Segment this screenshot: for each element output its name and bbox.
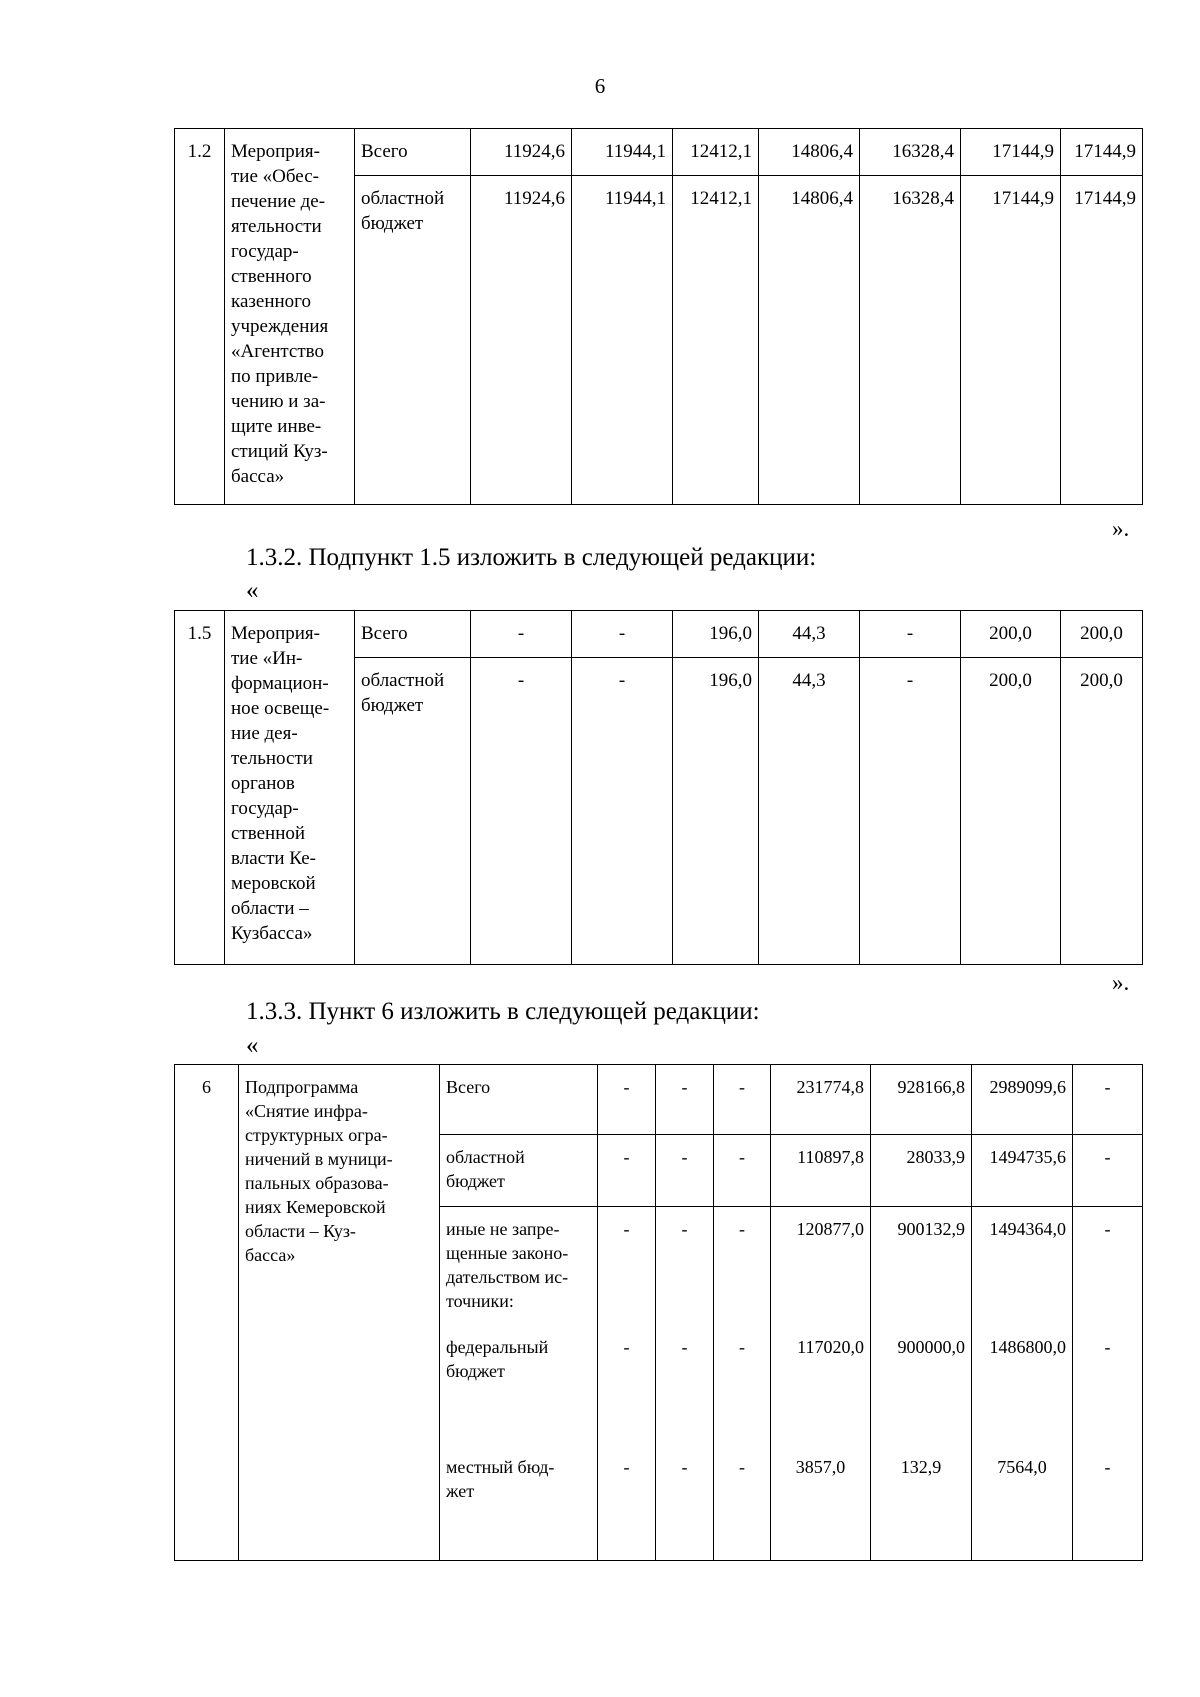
- value-cell: 17144,9: [1061, 176, 1143, 505]
- funding-source: областной бюджет: [355, 658, 471, 965]
- value-cell: 12412,1: [673, 129, 759, 176]
- value-cell: -: [572, 611, 673, 658]
- section-heading: 1.3.3. Пункт 6 изложить в следующей редакции:: [246, 998, 760, 1025]
- funding-source: Всего: [355, 129, 471, 176]
- value-cell: 44,3: [759, 611, 860, 658]
- value-cell: 11924,6: [471, 129, 572, 176]
- measure-name: Мероприя- тие «Ин- формацион- ное освеще- ние дея- тельности органов государ- ственной власти Ке- меровской области – Кузбасса»: [225, 611, 355, 965]
- row-index: 1.5: [175, 611, 225, 965]
- value-cell: 17144,9: [1061, 129, 1143, 176]
- value-cell: -: [471, 611, 572, 658]
- value-cell: -: [656, 1331, 714, 1451]
- funding-source: иные не запре- щенные законо- дательством ис- точники:: [440, 1207, 598, 1331]
- value-cell: -: [656, 1065, 714, 1135]
- funding-source: областной бюджет: [355, 176, 471, 505]
- value-cell: -: [656, 1207, 714, 1331]
- opening-quote: «: [246, 1032, 259, 1059]
- value-cell: -: [598, 1331, 656, 1451]
- value-cell: 17144,9: [961, 176, 1061, 505]
- row-index: 6: [175, 1065, 239, 1561]
- value-cell: 1486800,0: [972, 1331, 1073, 1451]
- value-cell: 200,0: [961, 658, 1061, 965]
- value-cell: -: [714, 1207, 771, 1331]
- value-cell: -: [1073, 1451, 1143, 1561]
- value-cell: 900132,9: [871, 1207, 972, 1331]
- value-cell: 200,0: [1061, 611, 1143, 658]
- value-cell: 28033,9: [871, 1135, 972, 1207]
- value-cell: -: [572, 658, 673, 965]
- value-cell: 1494364,0: [972, 1207, 1073, 1331]
- value-cell: 16328,4: [860, 129, 961, 176]
- value-cell: 117020,0: [771, 1331, 871, 1451]
- value-cell: -: [1073, 1331, 1143, 1451]
- value-cell: 928166,8: [871, 1065, 972, 1135]
- table-measure-1-5: [174, 610, 1143, 965]
- value-cell: -: [860, 658, 961, 965]
- value-cell: -: [598, 1451, 656, 1561]
- funding-source: местный бюд- жет: [440, 1451, 598, 1561]
- value-cell: -: [714, 1065, 771, 1135]
- value-cell: -: [860, 611, 961, 658]
- value-cell: -: [471, 658, 572, 965]
- table-measure-1-2: [174, 128, 1143, 505]
- row-index: 1.2: [175, 129, 225, 505]
- subprogram-name: Подпрограмма «Снятие инфра- структурных огра- ничений в муници- пальных образова- ниях Кемеровской области – Куз- басса»: [239, 1065, 440, 1561]
- opening-quote: «: [246, 577, 259, 604]
- value-cell: 11944,1: [572, 129, 673, 176]
- value-cell: 110897,8: [771, 1135, 871, 1207]
- value-cell: -: [656, 1451, 714, 1561]
- closing-quote: ».: [1112, 516, 1130, 541]
- value-cell: 132,9: [871, 1451, 972, 1561]
- value-cell: -: [598, 1135, 656, 1207]
- table-row: [175, 1065, 1143, 1135]
- value-cell: 1494735,6: [972, 1135, 1073, 1207]
- value-cell: -: [598, 1065, 656, 1135]
- value-cell: -: [714, 1135, 771, 1207]
- value-cell: 200,0: [1061, 658, 1143, 965]
- value-cell: 196,0: [673, 611, 759, 658]
- value-cell: 200,0: [961, 611, 1061, 658]
- value-cell: -: [656, 1135, 714, 1207]
- funding-source: Всего: [440, 1065, 598, 1135]
- value-cell: 2989099,6: [972, 1065, 1073, 1135]
- value-cell: 14806,4: [759, 129, 860, 176]
- value-cell: 16328,4: [860, 176, 961, 505]
- value-cell: -: [1073, 1065, 1143, 1135]
- measure-name: Мероприя- тие «Обес- печение де- ятельности государ- ственного казенного учреждения «Агентство по привле- чению и за- щите инве- стиций Куз- басса»: [225, 129, 355, 505]
- table-row: [175, 611, 1143, 658]
- value-cell: 17144,9: [961, 129, 1061, 176]
- page-number: 6: [594, 74, 606, 98]
- value-cell: 7564,0: [972, 1451, 1073, 1561]
- value-cell: 11924,6: [471, 176, 572, 505]
- value-cell: -: [714, 1451, 771, 1561]
- value-cell: 3857,0: [771, 1451, 871, 1561]
- value-cell: 12412,1: [673, 176, 759, 505]
- value-cell: -: [1073, 1135, 1143, 1207]
- closing-quote: ».: [1112, 970, 1130, 995]
- value-cell: 196,0: [673, 658, 759, 965]
- value-cell: 44,3: [759, 658, 860, 965]
- value-cell: -: [598, 1207, 656, 1331]
- value-cell: 11944,1: [572, 176, 673, 505]
- value-cell: -: [714, 1331, 771, 1451]
- value-cell: -: [1073, 1207, 1143, 1331]
- value-cell: 120877,0: [771, 1207, 871, 1331]
- funding-source: областной бюджет: [440, 1135, 598, 1207]
- section-heading: 1.3.2. Подпункт 1.5 изложить в следующей редакции:: [246, 544, 817, 571]
- funding-source: Всего: [355, 611, 471, 658]
- table-subprogram-6: [174, 1064, 1143, 1561]
- value-cell: 900000,0: [871, 1331, 972, 1451]
- value-cell: 231774,8: [771, 1065, 871, 1135]
- value-cell: 14806,4: [759, 176, 860, 505]
- funding-source: федеральный бюджет: [440, 1331, 598, 1451]
- table-row: [175, 129, 1143, 176]
